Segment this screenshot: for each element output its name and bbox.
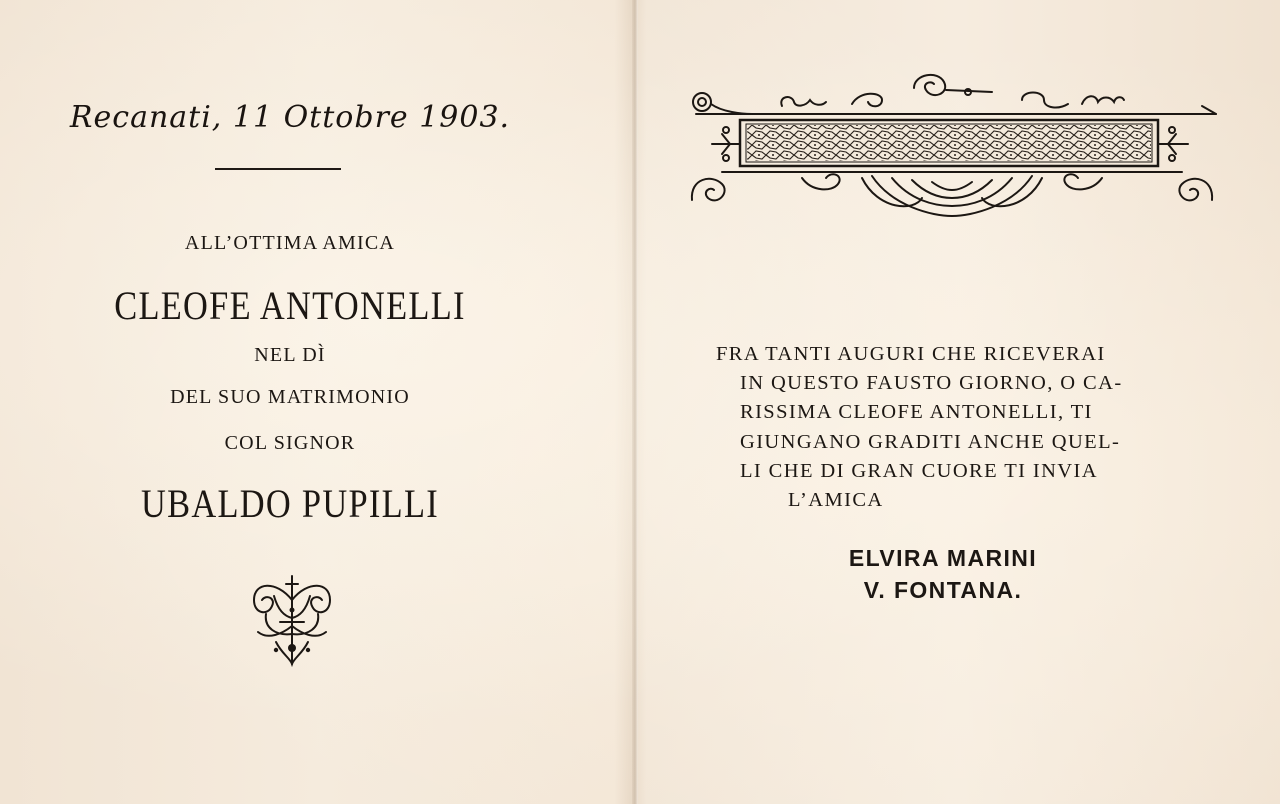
- left-page: [0, 0, 632, 804]
- right-page: [638, 0, 1280, 804]
- greeting-message: [716, 340, 1186, 515]
- floral-monogram-icon: [246, 570, 338, 670]
- message-line: LI CHE DI GRAN CUORE TI INVIA: [740, 459, 1098, 482]
- message-line: GIUNGANO GRADITI ANCHE QUEL-: [740, 430, 1121, 453]
- line-nel-di: NEL DÌ: [254, 344, 326, 366]
- date-line: Recanati, 11 Ottobre 1903.: [69, 100, 511, 135]
- signature-surname: V. FONTANA.: [863, 577, 1023, 603]
- message-line: FRA TANTI AUGURI CHE RICEVERAI: [716, 343, 1106, 365]
- line-col-signor: COL SIGNOR: [224, 432, 356, 454]
- message-line: IN QUESTO FAUSTO GIORNO, O CA-: [740, 372, 1123, 395]
- message-line: L’AMICA: [788, 489, 884, 512]
- message-line: RISSIMA CLEOFE ANTONELLI, TI: [740, 401, 1093, 424]
- date-rule: [215, 168, 341, 170]
- signature-name: ELVIRA MARINI: [848, 545, 1038, 571]
- scroll-ornament-icon: [682, 60, 1222, 220]
- bride-name: CLEOFE ANTONELLI: [114, 283, 466, 328]
- dedication-line: ALL’OTTIMA AMICA: [184, 232, 396, 254]
- groom-name: UBALDO PUPILLI: [140, 481, 440, 526]
- line-matrimonio: DEL SUO MATRIMONIO: [170, 386, 410, 408]
